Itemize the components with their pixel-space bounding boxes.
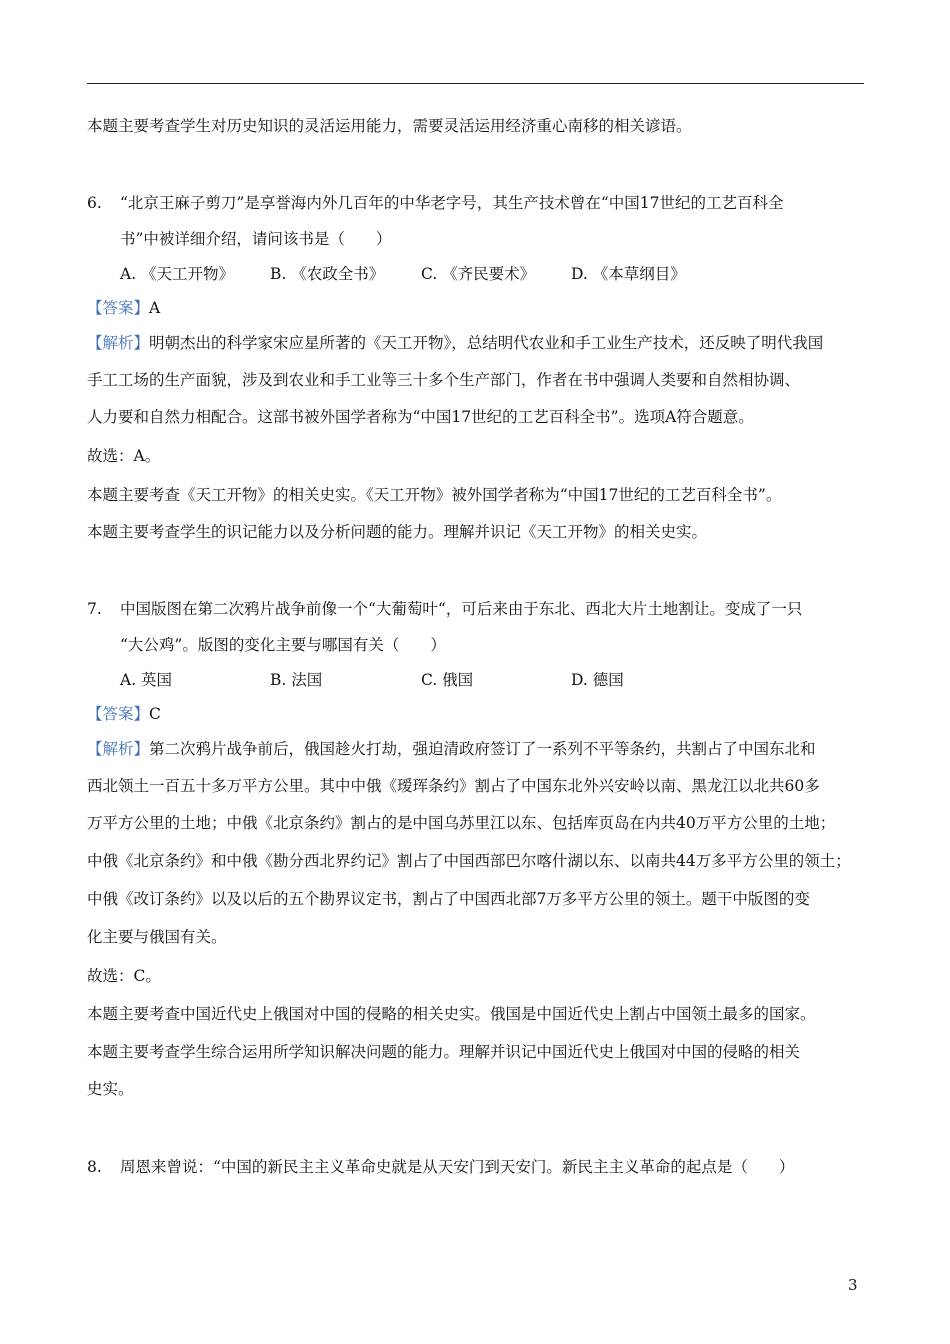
analysis-tag: 【解析】: [87, 740, 150, 758]
question-8-text-line1: 周恩来曾说：“中国的新民主主义革命史就是从天安门到天安门。新民主主义革命的起点是（ ）: [120, 1158, 795, 1176]
question-7-summary3: 史实。: [87, 1080, 134, 1098]
question-7-option-a: A. 英国: [120, 671, 173, 689]
analysis-text: 第二次鸦片战争前后，俄国趁火打劫，强迫清政府签订了一系列不平等条约，共割占了中国东北和: [149, 740, 816, 758]
question-8-number: 8.: [87, 1158, 102, 1176]
question-7-answer: [87, 704, 161, 724]
question-7-text-line2: “大公鸡”。版图的变化主要与哪国有关（ ）: [120, 636, 446, 654]
answer-value: C: [149, 705, 161, 723]
analysis-tag: 【解析】: [87, 334, 150, 352]
answer-tag: 【答案】: [87, 299, 150, 317]
page-number: 3: [848, 1276, 858, 1294]
header-rule: [87, 83, 864, 84]
question-6-analysis-line3: 人力要和自然力相配合。这部书被外国学者称为“中国17世纪的工艺百科全书”。选项A符合题意。: [87, 408, 754, 426]
analysis-text: 明朝杰出的科学家宋应星所著的《天工开物》，总结明代农业和手工业生产技术，还反映了明代我国: [149, 334, 824, 352]
question-7-summary1: 本题主要考查中国近代史上俄国对中国的侵略的相关史实。俄国是中国近代史上割占中国领土最多的国家。: [87, 1005, 816, 1023]
answer-value: A: [149, 299, 161, 317]
question-7-summary2: 本题主要考查学生综合运用所学知识解决问题的能力。理解并识记中国近代史上俄国对中国的侵略的相关: [87, 1043, 801, 1061]
question-7-analysis-line3: 万平方公里的土地；中俄《北京条约》割占的是中国乌苏里江以东、包括库页岛在内共40万平方公里的土地；: [87, 814, 836, 832]
question-6-answer: [87, 298, 160, 318]
question-6-option-b: B. 《农政全书》: [270, 265, 385, 283]
answer-tag: 【答案】: [87, 705, 150, 723]
question-7-analysis-line1: [87, 739, 816, 759]
intro-line: 本题主要考查学生对历史知识的灵活运用能力，需要灵活运用经济重心南移的相关谚语。: [87, 117, 692, 135]
question-7-analysis-line4: 中俄《北京条约》和中俄《勘分西北界约记》割占了中国西部巴尔喀什湖以东、以南共44万多平方公里的领土；: [87, 852, 851, 870]
question-6-analysis-line2: 手工工场的生产面貌，涉及到农业和手工业等三十多个生产部门，作者在书中强调人类要和自然相协调、: [87, 371, 801, 389]
question-6-choose: 故选：A。: [87, 447, 161, 465]
question-7-option-c: C. 俄国: [421, 671, 474, 689]
question-6-number: 6.: [87, 194, 102, 212]
question-7-number: 7.: [87, 600, 102, 618]
question-7-option-b: B. 法国: [270, 671, 323, 689]
question-6-text-line2: 书”中被详细介绍，请问该书是（ ）: [120, 230, 392, 248]
question-7-analysis-line6: 化主要与俄国有关。: [87, 928, 227, 946]
question-6-option-a: A. 《天工开物》: [120, 265, 235, 283]
question-6-analysis-line1: [87, 333, 823, 353]
question-6-option-d: D. 《本草纲目》: [571, 265, 686, 283]
question-6-text-line1: “北京王麻子剪刀”是享誉海内外几百年的中华老字号，其生产技术曾在“中国17世纪的工艺百科全: [120, 194, 784, 212]
question-6-summary1: 本题主要考查《天工开物》的相关史实。《天工开物》被外国学者称为“中国17世纪的工艺百科全书”。: [87, 486, 782, 504]
question-7-analysis-line2: 西北领土一百五十多万平方公里。其中中俄《瑷珲条约》割占了中国东北外兴安岭以南、黑龙江以北共60多: [87, 777, 820, 795]
question-6-option-c: C. 《齐民要术》: [421, 265, 536, 283]
question-7-analysis-line5: 中俄《改订条约》以及以后的五个勘界议定书，割占了中国西北部7万多平方公里的领土。题干中版图的变: [87, 890, 810, 908]
question-6-summary2: 本题主要考查学生的识记能力以及分析问题的能力。理解并识记《天工开物》的相关史实。: [87, 523, 708, 541]
question-7-text-line1: 中国版图在第二次鸦片战争前像一个“大葡萄叶“，可后来由于东北、西北大片土地割让。变成了一只: [120, 600, 803, 618]
question-7-choose: 故选：C。: [87, 967, 161, 985]
question-7-option-d: D. 德国: [571, 671, 624, 689]
